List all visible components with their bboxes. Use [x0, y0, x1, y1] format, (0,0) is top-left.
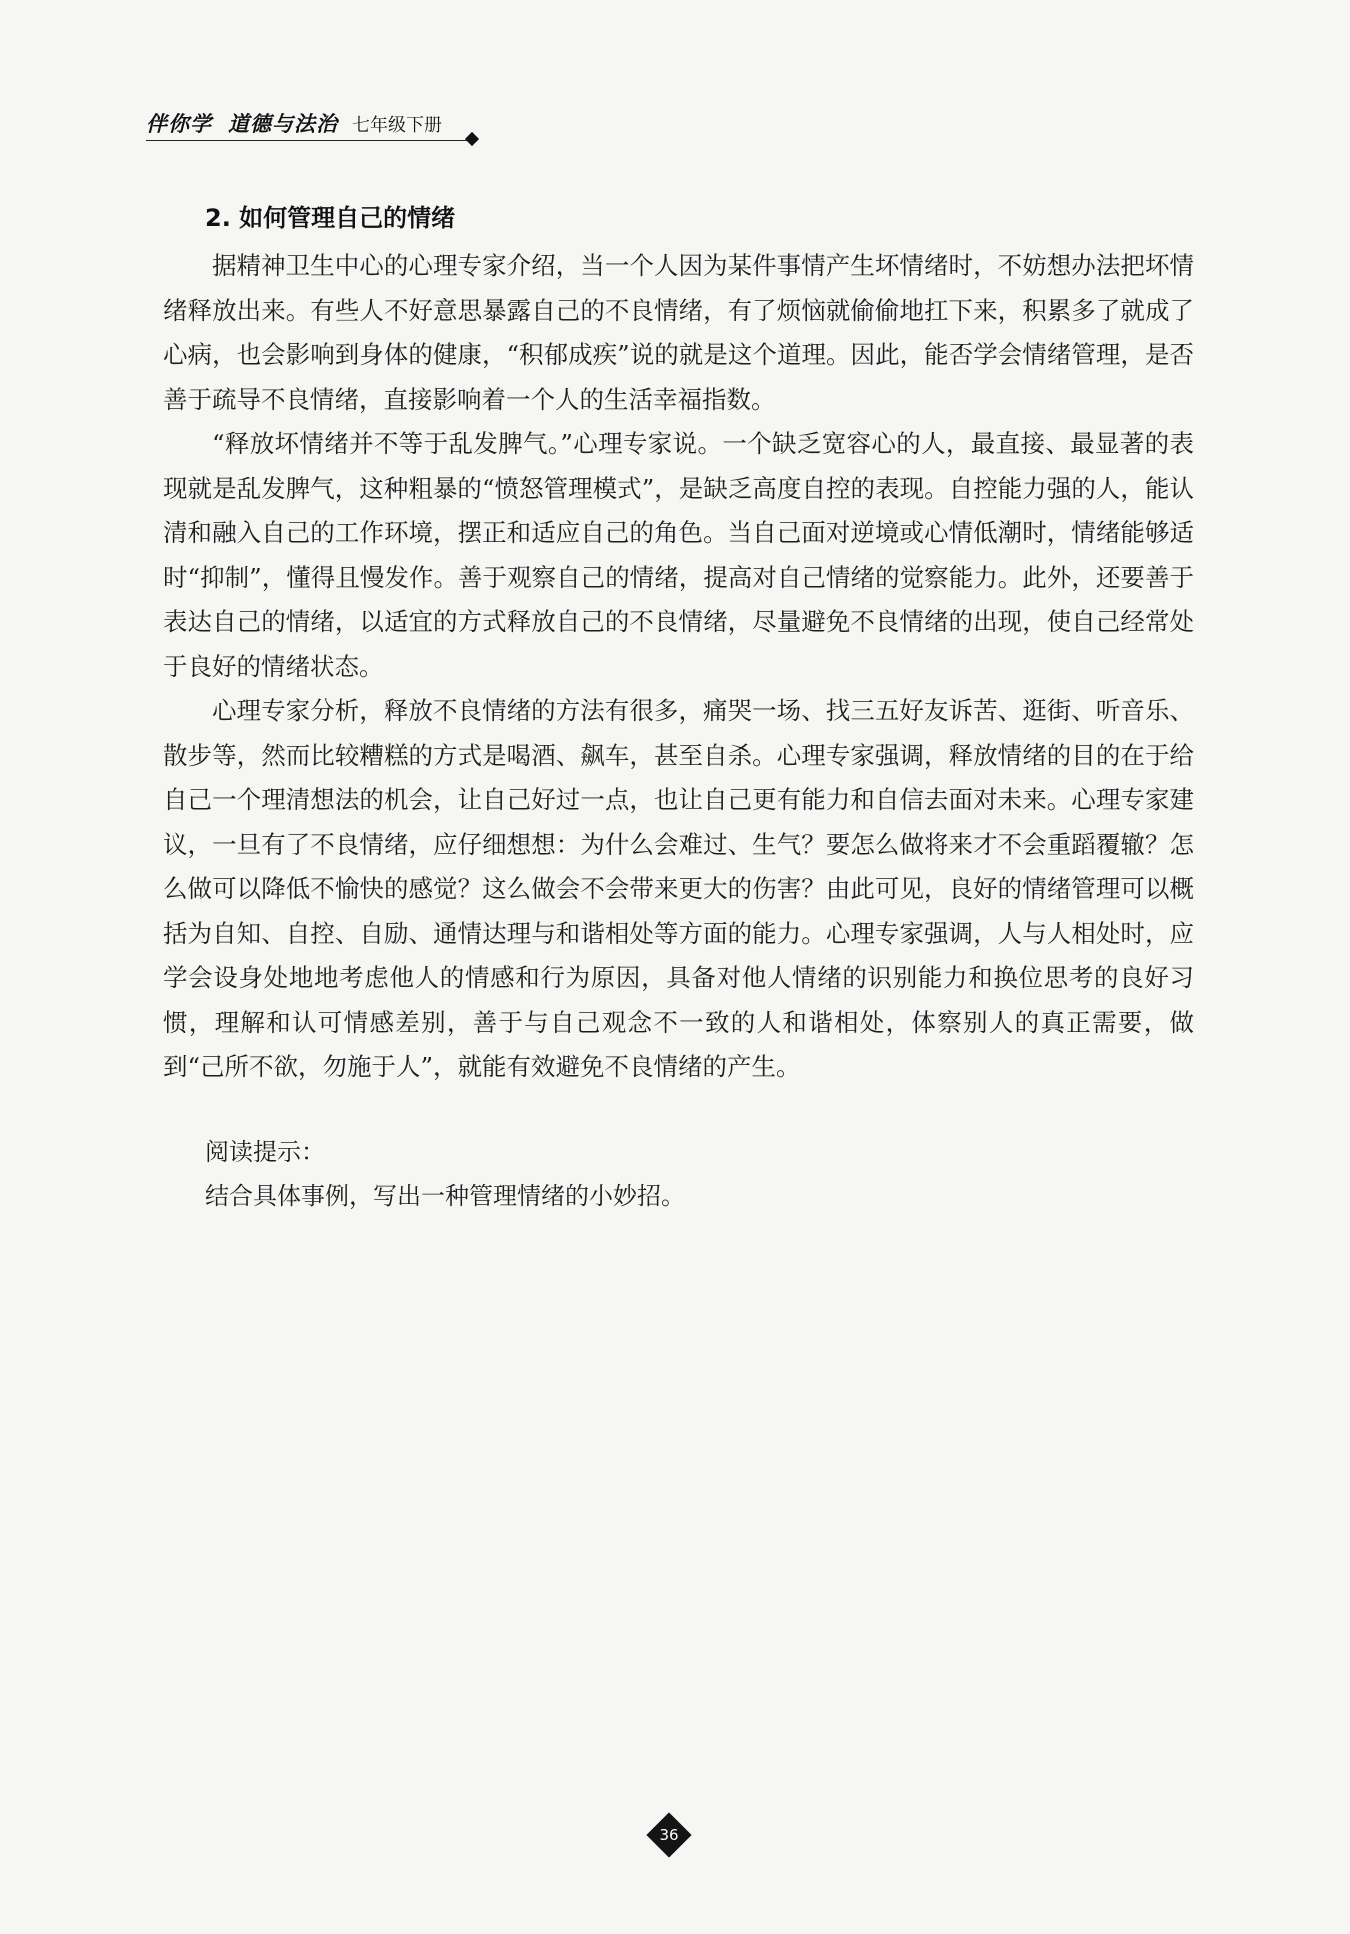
article-body [163, 244, 1194, 1090]
paragraph-3: 心理专家分析，释放不良情绪的方法有很多，痛哭一场、找三五好友诉苦、逛街、听音乐、散步等，然而比较糟糕的方式是喝酒、飙车，甚至自杀。心理专家强调，释放情绪的目的在于给自己一个理清想法的机会，让自己好过一点，也让自己更有能力和自信去面对未来。心理专家建议，一旦有了不良情绪，应仔细想想：为什么会难过、生气？要怎么做将来才不会重蹈覆辙？怎么做可以降低不愉快的感觉？这么做会不会带来更大的伤害？由此可见，良好的情绪管理可以概括为自知、自控、自励、通情达理与和谐相处等方面的能力。心理专家强调，人与人相处时，应学会设身处地地考虑他人的情感和行为原因，具备对他人情绪的识别能力和换位思考的良好习惯，理解和认可情感差别，善于与自己观念不一致的人和谐相处，体察别人的真正需要，做到“己所不欲，勿施于人”，就能有效避免不良情绪的产生。 [163, 696, 1194, 1081]
page-number-badge [646, 1812, 692, 1858]
running-header [146, 108, 486, 142]
section-title: 2. 如何管理自己的情绪 [205, 204, 456, 232]
reading-hint-label: 阅读提示： [205, 1138, 325, 1166]
page-number: 36 [659, 1826, 679, 1844]
header-rule [146, 140, 470, 141]
header-subject: 道德与法治 [228, 112, 338, 136]
header-grade: 七年级下册 [352, 115, 442, 136]
header-brand: 伴你学 [146, 112, 212, 136]
paragraph-1: 据精神卫生中心的心理专家介绍，当一个人因为某件事情产生坏情绪时，不妨想办法把坏情绪释放出来。有些人不好意思暴露自己的不良情绪，有了烦恼就偷偷地扛下来，积累多了就成了心病，也会影响到身体的健康，“积郁成疾”说的就是这个道理。因此，能否学会情绪管理，是否善于疏导不良情绪，直接影响着一个人的生活幸福指数。 [163, 251, 1194, 414]
reading-hint-task: 结合具体事例，写出一种管理情绪的小妙招。 [205, 1182, 685, 1210]
header-text [146, 110, 442, 140]
paragraph-2: “释放坏情绪并不等于乱发脾气。”心理专家说。一个缺乏宽容心的人，最直接、最显著的表现就是乱发脾气，这种粗暴的“愤怒管理模式”，是缺乏高度自控的表现。自控能力强的人，能认清和融入自己的工作环境，摆正和适应自己的角色。当自己面对逆境或心情低潮时，情绪能够适时“抑制”，懂得且慢发作。善于观察自己的情绪，提高对自己情绪的觉察能力。此外，还要善于表达自己的情绪，以适宜的方式释放自己的不良情绪，尽量避免不良情绪的出现，使自己经常处于良好的情绪状态。 [163, 429, 1194, 681]
header-diamond-icon [465, 132, 479, 146]
